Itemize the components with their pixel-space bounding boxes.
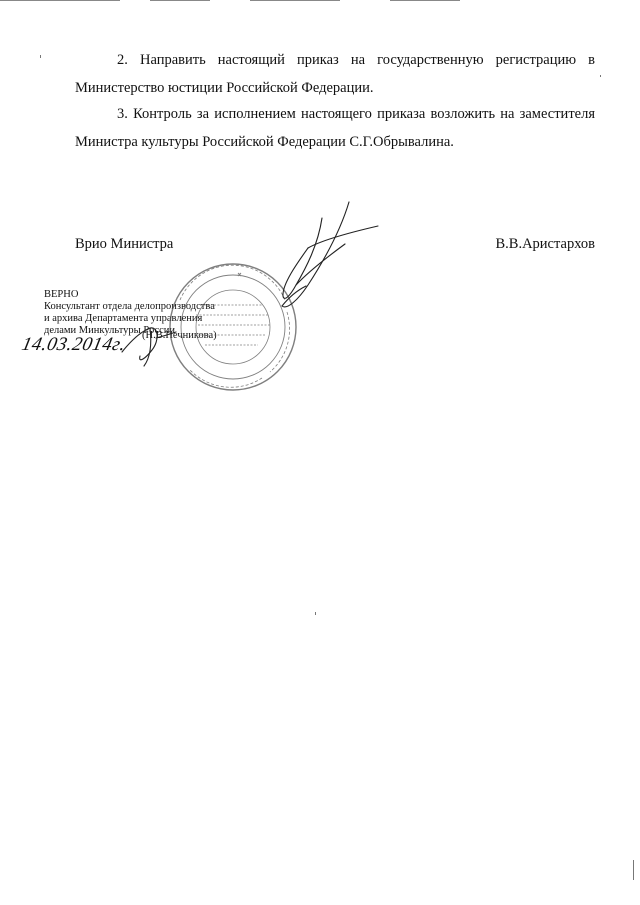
scan-artifact [600, 75, 601, 77]
scan-artifact [40, 55, 41, 58]
scan-artifact [315, 612, 316, 615]
handwritten-date: 14.03.2014г. [19, 334, 128, 355]
paragraph-2: 2. Направить настоящий приказ на государственную регистрацию в Министерство юстиции Российской Федерации. [75, 52, 595, 96]
certification-line: и архива Департамента управления [44, 313, 203, 324]
paragraph-3: 3. Контроль за исполнением настоящего приказа возложить на заместителя Министра культуры Российской Федерации С.Г.Обрывалина. [75, 106, 595, 150]
scan-artifact [633, 860, 634, 880]
certification-header: ВЕРНО [44, 289, 79, 300]
signatory-name: В.В.Аристархов [495, 236, 595, 252]
signatory-title: Врио Министра [75, 236, 174, 252]
certification-line: Консультант отдела делопроизводства [44, 301, 215, 312]
official-seal-stamp [170, 264, 296, 390]
certifier-name: (Н.В.Печникова) [142, 330, 217, 341]
minister-handwritten-signature [282, 202, 378, 307]
certifier-handwritten-signature [122, 328, 176, 366]
certification-line: делами Минкультуры России [44, 325, 176, 336]
